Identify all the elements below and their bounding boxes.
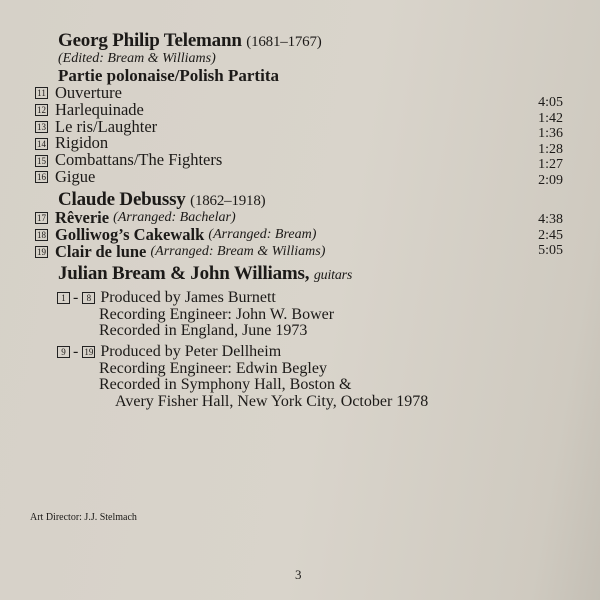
arranged-note: (Arranged: Bream) — [208, 226, 317, 242]
arranged-note: (Arranged: Bachelar) — [113, 210, 236, 225]
work-title: Partie polonaise/Polish Partita — [58, 66, 279, 85]
composer-name: Claude Debussy — [58, 189, 186, 210]
track-title: Combattans/The Fighters — [55, 150, 223, 170]
track-duration: 2:09 — [538, 172, 563, 188]
credit-line: Avery Fisher Hall, New York City, October 1978 — [115, 392, 429, 410]
composer-dates: (1862–1918) — [190, 193, 266, 209]
composer-name: Georg Philip Telemann — [58, 30, 242, 51]
page-number: 3 — [295, 567, 302, 582]
range-separator: - — [73, 343, 79, 360]
edited-note: (Edited: Bream & Williams) — [58, 51, 216, 66]
track-duration: 1:36 — [538, 126, 563, 141]
range-separator: - — [73, 289, 79, 306]
track-title: Harlequinade — [55, 99, 144, 119]
track-number: 18 — [37, 230, 46, 241]
track-title: Ouverture — [55, 83, 122, 102]
credit-line: Recording Engineer: John W. Bower — [99, 305, 335, 323]
credit-line: Produced by Peter Dellheim — [100, 343, 282, 360]
credit-line: Recorded in Symphony Hall, Boston & — [99, 376, 352, 393]
track-number: 19 — [37, 246, 46, 257]
track-number: 16 — [37, 172, 46, 183]
track-title: Gigue — [55, 166, 96, 186]
track-duration: 1:27 — [538, 157, 563, 172]
performers — [58, 264, 352, 285]
track-number: 14 — [37, 138, 46, 149]
credit-line: Produced by James Burnett — [100, 289, 276, 306]
track-number: 12 — [37, 105, 46, 116]
debussy-track-list — [35, 210, 325, 260]
credit-line: Recorded in England, June 1973 — [99, 322, 308, 339]
track-duration: 1:42 — [538, 110, 563, 126]
track-number: 1 — [57, 292, 70, 304]
track-number: 19 — [84, 347, 94, 358]
track-duration: 1:28 — [538, 141, 563, 157]
track-number: 15 — [37, 155, 46, 166]
track-duration: 2:45 — [538, 227, 563, 243]
performer-names: Julian Bream & John Williams, — [58, 263, 310, 284]
arranged-note: (Arranged: Bream & Williams) — [150, 243, 326, 259]
track-title: Rigidon — [55, 133, 109, 153]
art-director: Art Director: J.J. Stelmach — [30, 512, 137, 523]
telemann-track-list — [35, 85, 222, 186]
track-number: 9 — [57, 346, 70, 358]
track-duration: 4:38 — [538, 212, 563, 227]
track-duration: 4:05 — [538, 95, 563, 110]
telemann-heading — [58, 31, 322, 52]
credit-line: Recording Engineer: Edwin Begley — [99, 359, 327, 377]
telemann-durations — [503, 95, 563, 188]
track-title: Rêverie — [55, 208, 110, 227]
track-item — [35, 166, 222, 186]
track-title: Clair de lune — [55, 241, 147, 261]
track-number: 13 — [37, 121, 46, 132]
performer-instrument: guitars — [313, 268, 353, 283]
debussy-durations — [503, 212, 563, 259]
composer-dates: (1681–1767) — [246, 34, 322, 50]
track-item — [35, 241, 326, 261]
track-title: Le ris/Laughter — [55, 116, 158, 136]
track-title: Golliwog’s Cakewalk — [55, 224, 205, 244]
track-number: 17 — [37, 213, 46, 224]
track-duration: 5:05 — [538, 243, 563, 258]
track-number: 8 — [82, 292, 95, 304]
track-number: 11 — [35, 87, 48, 99]
credit-block — [57, 290, 334, 340]
credit-block — [57, 344, 428, 410]
